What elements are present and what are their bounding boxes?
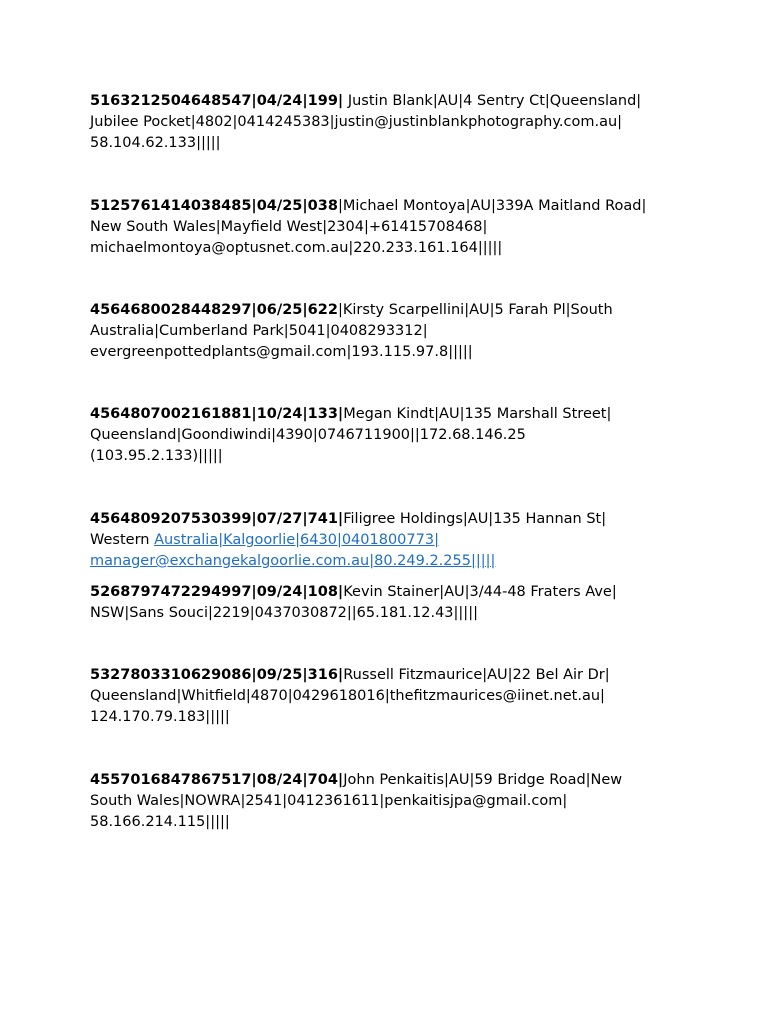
email-link[interactable]: manager@exchangekalgoorlie.com.au|80.249.2.255||||| bbox=[90, 553, 496, 569]
record-line: South Wales|NOWRA|2541|0412361611|penkaitisjpa@gmail.com| bbox=[90, 793, 568, 809]
record-text: Filigree Holdings|AU|135 Hannan St| bbox=[343, 511, 607, 527]
card-number: 4564680028448297|06/25|622 bbox=[90, 302, 338, 318]
record-text: John Penkaitis|AU|59 Bridge Road|New bbox=[343, 772, 623, 788]
record-3 bbox=[90, 300, 690, 363]
record-line: Australia|Cumberland Park|5041|0408293312| bbox=[90, 323, 428, 339]
record-line: (103.95.2.133)||||| bbox=[90, 448, 223, 464]
record-4 bbox=[90, 404, 690, 467]
record-text: |Kirsty Scarpellini|AU|5 Farah Pl|South bbox=[337, 302, 613, 318]
record-line bbox=[90, 91, 690, 112]
record-line: evergreenpottedplants@gmail.com|193.115.97.8||||| bbox=[90, 344, 473, 360]
record-line: 124.170.79.183||||| bbox=[90, 709, 230, 725]
record-line: 58.166.214.115||||| bbox=[90, 814, 230, 830]
record-1 bbox=[90, 91, 690, 154]
record-line bbox=[90, 582, 690, 603]
card-number: 5163212504648547|04/24|199| bbox=[90, 93, 344, 109]
card-number: 5327803310629086|09/25|316| bbox=[90, 667, 344, 683]
record-line bbox=[90, 509, 690, 530]
record-line: 58.104.62.133||||| bbox=[90, 135, 221, 151]
record-line bbox=[90, 300, 690, 321]
record-line: New South Wales|Mayfield West|2304|+61415708468| bbox=[90, 219, 488, 235]
record-text: Russell Fitzmaurice|AU|22 Bel Air Dr| bbox=[343, 667, 610, 683]
card-number: 4564807002161881|10/24|133| bbox=[90, 406, 344, 422]
record-line: Queensland|Whitfield|4870|0429618016|thefitzmaurices@iinet.net.au| bbox=[90, 688, 605, 704]
record-text: Justin Blank|AU|4 Sentry Ct|Queensland| bbox=[343, 93, 642, 109]
record-text: |Michael Montoya|AU|339A Maitland Road| bbox=[337, 198, 647, 214]
card-number: 4564809207530399|07/27|741| bbox=[90, 511, 344, 527]
record-text: Kevin Stainer|AU|3/44-48 Fraters Ave| bbox=[343, 584, 617, 600]
record-line bbox=[90, 551, 690, 572]
record-line bbox=[90, 770, 690, 791]
record-6 bbox=[90, 582, 690, 624]
card-number: 5125761414038485|04/25|038 bbox=[90, 198, 338, 214]
record-line: michaelmontoya@optusnet.com.au|220.233.161.164||||| bbox=[90, 240, 503, 256]
record-2 bbox=[90, 196, 690, 259]
record-7 bbox=[90, 665, 690, 728]
record-text: Megan Kindt|AU|135 Marshall Street| bbox=[343, 406, 612, 422]
record-line bbox=[90, 404, 690, 425]
record-8 bbox=[90, 770, 690, 833]
record-line bbox=[90, 665, 690, 686]
record-line: NSW|Sans Souci|2219|0437030872||65.181.12.43||||| bbox=[90, 605, 478, 621]
record-line: Queensland|Goondiwindi|4390|0746711900||172.68.146.25 bbox=[90, 427, 526, 443]
record-line: Jubilee Pocket|4802|0414245383|justin@justinblankphotography.com.au| bbox=[90, 114, 623, 130]
record-line bbox=[90, 196, 690, 217]
record-text: Western bbox=[90, 532, 155, 548]
record-line bbox=[90, 530, 690, 551]
card-number: 5268797472294997|09/24|108| bbox=[90, 584, 344, 600]
record-5 bbox=[90, 509, 690, 572]
card-number: 4557016847867517|08/24|704| bbox=[90, 772, 344, 788]
email-link[interactable]: Australia|Kalgoorlie|6430|0401800773| bbox=[154, 532, 439, 548]
